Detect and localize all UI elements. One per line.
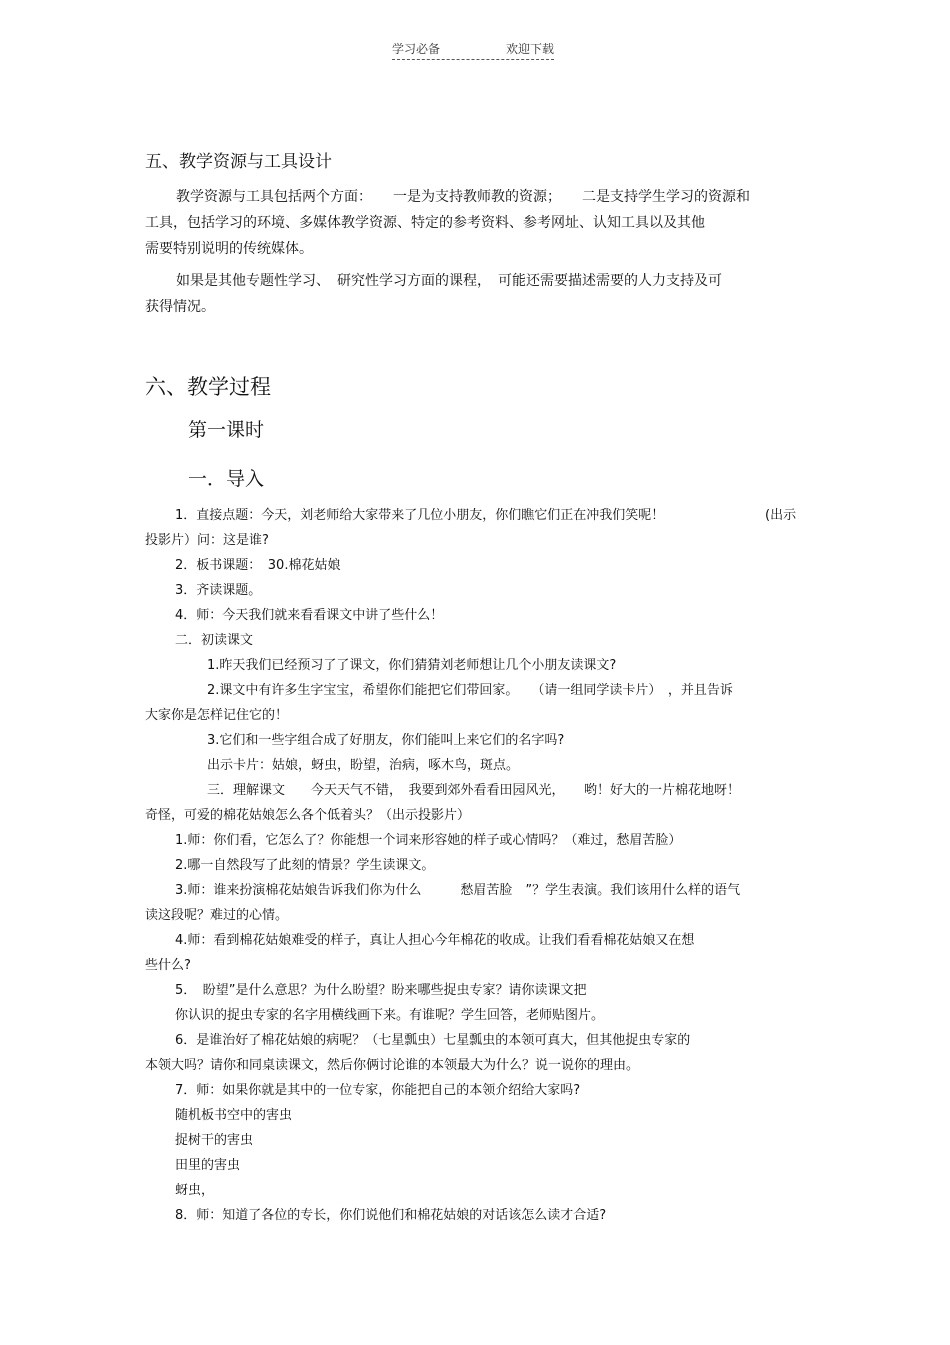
text-line: 1.师：你们看，它怎么了？你能想一个词来形容她的样子或心情吗？（难过，愁眉苦脸） xyxy=(175,833,682,848)
text-line: 你认识的捉虫专家的名字用横线画下来。有谁呢？学生回答，老师贴图片。 xyxy=(175,1008,605,1023)
text-line: 3.师：谁来扮演棉花姑娘告诉我们你为什么 愁眉苦脸 ”？学生表演。我们该用什么样的语气 xyxy=(175,883,741,898)
page-header xyxy=(392,40,554,60)
text-line: 出示卡片：姑娘，蚜虫，盼望，治病，啄木鸟，斑点。 xyxy=(207,758,520,773)
section5-p1-line3: 需要特别说明的传统媒体。 xyxy=(145,241,313,257)
text-line: 读这段呢？难过的心情。 xyxy=(145,908,289,923)
subsection-title: 二．初读课文 xyxy=(175,633,254,648)
part1-title: 一．导入 xyxy=(188,468,265,490)
text-line: 蚜虫， xyxy=(175,1183,215,1198)
section5-title: 五、教学资源与工具设计 xyxy=(145,152,332,172)
text-line: 捉树干的害虫 xyxy=(175,1133,254,1148)
text-line: 2．板书课题： 30.棉花姑娘 xyxy=(175,558,341,573)
text-line: 4．师：今天我们就来看看课文中讲了些什么！ xyxy=(175,608,444,623)
lesson-title: 第一课时 xyxy=(188,419,265,441)
section5-p2-line1: 如果是其他专题性学习、 研究性学习方面的课程， 可能还需要描述需要的人力支持及可 xyxy=(176,273,722,289)
text-line: 1.昨天我们已经预习了了课文，你们猜猜刘老师想让几个小朋友读课文? xyxy=(207,658,617,673)
text-line: 本领大吗？请你和同桌读课文，然后你俩讨论谁的本领最大为什么？说一说你的理由。 xyxy=(145,1058,640,1073)
header-left-text: 学习必备 xyxy=(392,42,441,56)
text-line: 2.课文中有许多生字宝宝，希望你们能把它们带回家。 （请一组同学读卡片） ，并且告诉 xyxy=(207,683,733,698)
section6-title: 六、教学过程 xyxy=(145,375,271,399)
text-line: 6．是谁治好了棉花姑娘的病呢？（七星瓢虫）七星瓢虫的本领可真大，但其他捉虫专家的 xyxy=(175,1033,691,1048)
text-line: 些什么? xyxy=(145,958,191,973)
text-line: 7．师：如果你就是其中的一位专家，你能把自己的本领介绍给大家吗? xyxy=(175,1083,581,1098)
text-line: 随机板书空中的害虫 xyxy=(175,1108,293,1123)
text-line: 3.它们和一些字组合成了好朋友，你们能叫上来它们的名字吗? xyxy=(207,733,565,748)
section5-p1-line2: 工具，包括学习的环境、多媒体教学资源、特定的参考资料、参考网址、认知工具以及其他 xyxy=(145,215,705,231)
section5-p1-line1: 教学资源与工具包括两个方面： 一是为支持教师教的资源； 二是支持学生学习的资源和 xyxy=(176,189,750,205)
text-line: 4.师：看到棉花姑娘难受的样子，真让人担心今年棉花的收成。让我们看看棉花姑娘又在想 xyxy=(175,933,695,948)
text-line: 1．直接点题：今天，刘老师给大家带来了几位小朋友，你们瞧它们正在冲我们笑呢！ xyxy=(175,508,665,523)
text-line: 8．师：知道了各位的专长，你们说他们和棉花姑娘的对话该怎么读才合适? xyxy=(175,1208,607,1223)
text-line: 2.哪一自然段写了此刻的情景？学生读课文。 xyxy=(175,858,435,873)
text-line: 投影片）问：这是谁? xyxy=(145,533,269,548)
text-line: 田里的害虫 xyxy=(175,1158,241,1173)
section5-p2-line2: 获得情况。 xyxy=(145,299,215,315)
text-line: 3．齐读课题。 xyxy=(175,583,262,598)
text-line: (出示 xyxy=(765,508,797,523)
subsection-title: 三．理解课文 今天天气不错， 我要到郊外看看田园风光， 哟！好大的一片棉花地呀！ xyxy=(207,783,741,798)
text-line: 5． 盼望”是什么意思？为什么盼望？盼来哪些捉虫专家？请你读课文把 xyxy=(175,983,587,998)
text-line: 奇怪，可爱的棉花姑娘怎么各个低着头？（出示投影片） xyxy=(145,808,471,823)
text-line: 大家你是怎样记住它的！ xyxy=(145,708,289,723)
header-right-text: 欢迎下载 xyxy=(505,42,554,56)
